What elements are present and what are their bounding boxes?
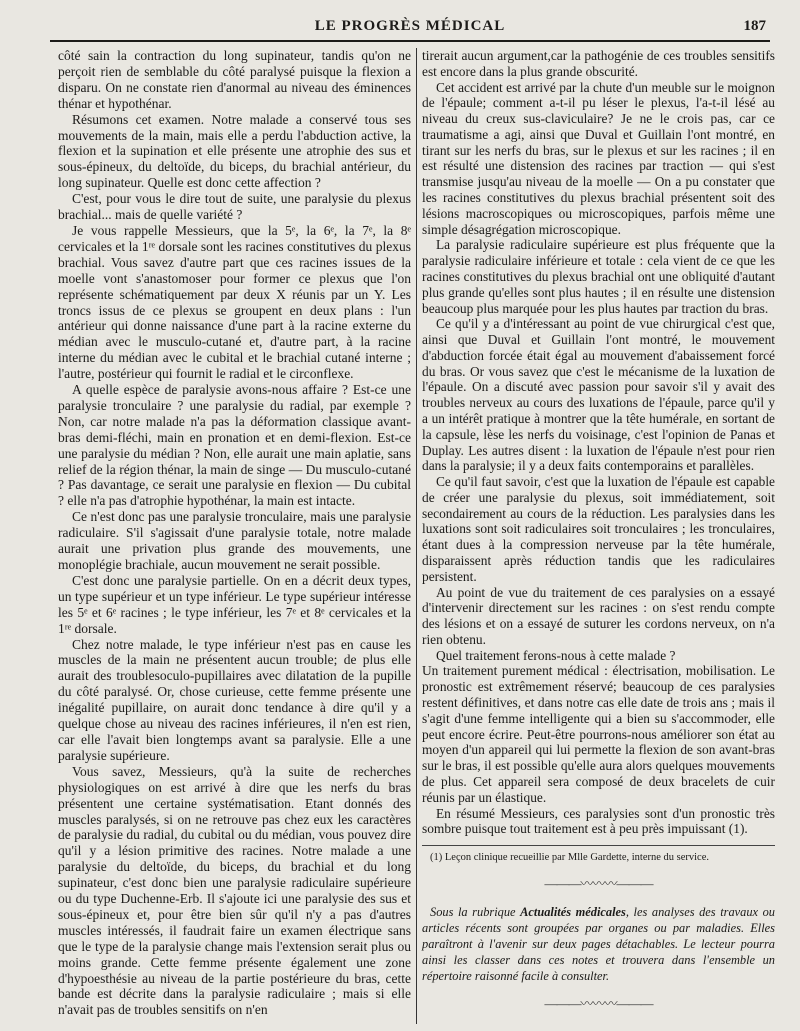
paragraph: Un traitement purement médical : électrisation, mobilisation. Le pronostic est extrêmement réservé; beaucoup de ces paralysies restent définitives, et dans notre cas elle date de trois ans ; mais il s'agit d'une femme intelligente qui a bien su s'accommoder, elle peut encore écrire. Peut-être pourrons-nous améliorer son état au moyen d'un appareil qui lui permette la flexion de son avant-bras sur le bras, il est possible qu'elle aura alors quelques mouvements de plus. Cet appareil sera composé de deux bracelets de cuir réunis par un élastique. — [422, 663, 775, 805]
paragraph: tirerait aucun argument,car la pathogénie de ces troubles sensitifs est encore dans la plus grande obscurité. — [422, 48, 775, 79]
journal-title: LE PROGRÈS MÉDICAL — [314, 18, 506, 34]
footnote-divider — [422, 845, 775, 846]
notice-text: , les analyses des travaux ou articles récents sont groupées par organes ou par maladies. Elles paraîtront à l'avenir sur deux pages détachables. Le lecteur pourra ainsi les classer dans ces notes et trouvera dans l'ensemble un répertoire raisonné facile à consulter. — [422, 904, 775, 983]
ornament-divider-bottom: ———〰〰〰——— — [544, 995, 653, 1011]
paragraph: Cet accident est arrivé par la chute d'un meuble sur le moignon de l'épaule; comment a-t-il pu léser le plexus, l'a-t-il lésé au niveau du creux sus-claviculaire? Je ne le crois pas, car ce traumatisme a agi, ainsi que Duval et Guillain l'ont montré, en tirant sur les nerfs du bras, sur le plexus et sur les racines ; il en est résulté une distension des racines par traction — qui s'est transmise jusqu'au niveau de la moelle — On a pu constater que les racines constitutives du plexus brachial présentent soit des lésions macroscopiques ou microscopiques, parfois même une simple désagrégation microscopique. — [422, 79, 775, 237]
paragraph: Résumons cet examen. Notre malade a conservé tous ses mouvements de la main, mais elle a perdu l'abduction active, la flexion et la supination et elle présente une atrophie des sus et sous-épineux, du deltoïde, du biceps, du brachial antérieur, du long supinateur. Quelle est donc cette affection ? — [58, 111, 411, 191]
column-divider — [416, 48, 417, 1024]
page-number: 187 — [743, 18, 766, 34]
paragraph: En résumé Messieurs, ces paralysies sont d'un pronostic très sombre puisque tout traitement est à peu près impuissant (1). — [422, 805, 775, 837]
editorial-notice — [422, 904, 775, 984]
paragraph: C'est, pour vous le dire tout de suite, une paralysie du plexus brachial... mais de quelle variété ? — [58, 191, 411, 223]
right-column-text — [422, 48, 775, 837]
footnote: (1) Leçon clinique recueillie par Mlle Gardette, interne du service. — [430, 852, 709, 864]
paragraph: côté sain la contraction du long supinateur, tandis qu'on ne perçoit rien de semblable du côté paralysé puisque la flexion a disparu. On ne constate rien d'anormal au niveau des éminences thénar et hypothénar. — [58, 48, 411, 111]
paragraph: Je vous rappelle Messieurs, que la 5ᵉ, la 6ᵉ, la 7ᵉ, la 8ᵉ cervicales et la 1ʳᵉ dorsale sont les racines constitutives du plexus brachial. Vous savez d'autre part que ces racines issues de la moelle vont s'anastomoser pour former ce plexus que l'on représente schématiquement par deux X réunis par un Y. Les troncs issus de ce plexus se groupent en deux plans : l'un antérieur qui donne naissance d'une part à la racine externe du médian avec le musculo-cutané et, d'autre part, à la racine interne du médian avec le cubital et le brachial cutané interne ; l'autre, postérieur qui fournit le radial et le circonflexe. — [58, 222, 411, 382]
paragraph: Ce qu'il y a d'intéressant au point de vue chirurgical c'est que, ainsi que Duval et Guillain l'ont montré, le mouvement d'abduction forcée était égal au mouvement d'abaissement forcé du bras. Or vous savez que c'est le mécanisme de la luxation de l'épaule. On a discuté avec passion pour savoir s'il y avait des troubles nerveux au cours des luxations de l'épaule, parce qu'il y a un intérêt pratique à montrer que la tête humérale, en sortant de la capsule, lèse les nerfs du voisinage, c'est l'opinion de Panas et Duplay. Les autres disent : la luxation de l'épaule n'est pour rien dans la paralysie; il y a deux faits contemporains et parallèles. — [422, 316, 775, 474]
left-column — [58, 48, 411, 1018]
paragraph: A quelle espèce de paralysie avons-nous affaire ? Est-ce une paralysie tronculaire ? une paralysie du radial, par exemple ? Non, car notre malade n'a pas la déformation classique avant-bras demi-fléchi, main en pronation et en demi-flexion. Est-ce une paralysie du médian ? Non, elle aurait une main aplatie, sans relief de la région thénar, la main de singe — Du musculo-cutané ? Pas davantage, ce serait une paralysie en flexion — Du cubital ? elle n'a pas d'atrophie hypothénar, la main est intacte. — [58, 382, 411, 509]
paragraph: Chez notre malade, le type inférieur n'est pas en cause les muscles de la main ne présentent aucun trouble; de plus elle aurait des troublesoculo-pupillaires avec dilatation de la pupille du côté paralysé. Or, chose curieuse, cette femme présente une inégalité pupillaire, on aurait donc tendance à dire qu'il y a quelque chose au niveau des racines inférieures, il n'en est rien, car elle l'avait bien longtemps avant sa paralysie. Elle a une paralysie supérieure. — [58, 636, 411, 763]
paragraph: Ce qu'il faut savoir, c'est que la luxation de l'épaule est capable de créer une paralysie du plexus, soit immédiatement, soit secondairement au cours de la réduction. Les paralysies dans les luxations sont soit radiculaires soit tronculaires ; les tronculaires, étant dues à la compression nerveuse par la tête humérale, disparaissent après réduction tandis que les radiculaires persistent. — [422, 474, 775, 584]
paragraph: La paralysie radiculaire supérieure est plus fréquente que la paralysie radiculaire inférieure et totale : cela vient de ce que les racines constitutives du plexus brachial ont une obliquité d'autant plus grande qu'elles sont plus hautes ; il en résulte une distension beaucoup plus marquée pour les plus hautes par traction du bras. — [422, 237, 775, 316]
page-header — [50, 18, 770, 42]
notice-prefix: Sous la rubrique — [430, 904, 521, 919]
right-column — [422, 48, 775, 1024]
paragraph: Vous savez, Messieurs, qu'à la suite de recherches physiologiques on est arrivé à dire que les nerfs du bras présentent une certaine systématisation. Etant donnés des muscles paralysés, si on ne retrouve pas chez eux les caractères de paralysie du radial, du cubital ou du médian, vous pouvez dire qu'il y a lésion primitive des racines. Notre malade a une paralysie du deltoïde, du biceps, du brachial et du long supinateur, c'est donc bien une paralysie radiculaire supérieure ou du type Duchenne-Erb. Il s'ajoute ici une paralysie des sus et sous-épineux et, pour être bien sûr qu'il n'y a pas d'autres muscles intéressés, il faudrait faire un examen électrique sans que le type de la paralysie change mais l'extension serait plus ou moins grande. Cette femme présente également une zone d'hypoesthésie au niveau de la partie postérieure du bras, cette bande est décrite dans la paralysie radiculaire ; mais si elle n'avait pas de troubles sensitifs on n'en — [58, 763, 411, 1018]
paragraph: Quel traitement ferons-nous à cette malade ? — [436, 647, 676, 663]
paragraph: C'est donc une paralysie partielle. On en a décrit deux types, un type supérieur et un type inférieur. Le type supérieur intéresse les 5ᵉ et 6ᵉ racines ; le type inférieur, les 7ᵉ et 8ᵉ cervicales et la 1ʳᵉ dorsale. — [58, 572, 411, 636]
notice-rubric: Actualités médicales — [520, 904, 626, 919]
ornament-divider: ———〰〰〰——— — [544, 876, 653, 892]
paragraph: Ce n'est donc pas une paralysie tronculaire, mais une paralysie radiculaire. S'il s'agissait d'une paralysie totale, notre malade aurait une privation plus grande des mouvements, une monoplégie brachiale, aucun mouvement ne serait possible. — [58, 509, 411, 572]
paragraph: Au point de vue du traitement de ces paralysies on a essayé d'intervenir directement sur les racines : on s'est rendu compte des lésions et on a essayé de suturer les cordons nerveux, on n'a rien obtenu. — [422, 584, 775, 647]
